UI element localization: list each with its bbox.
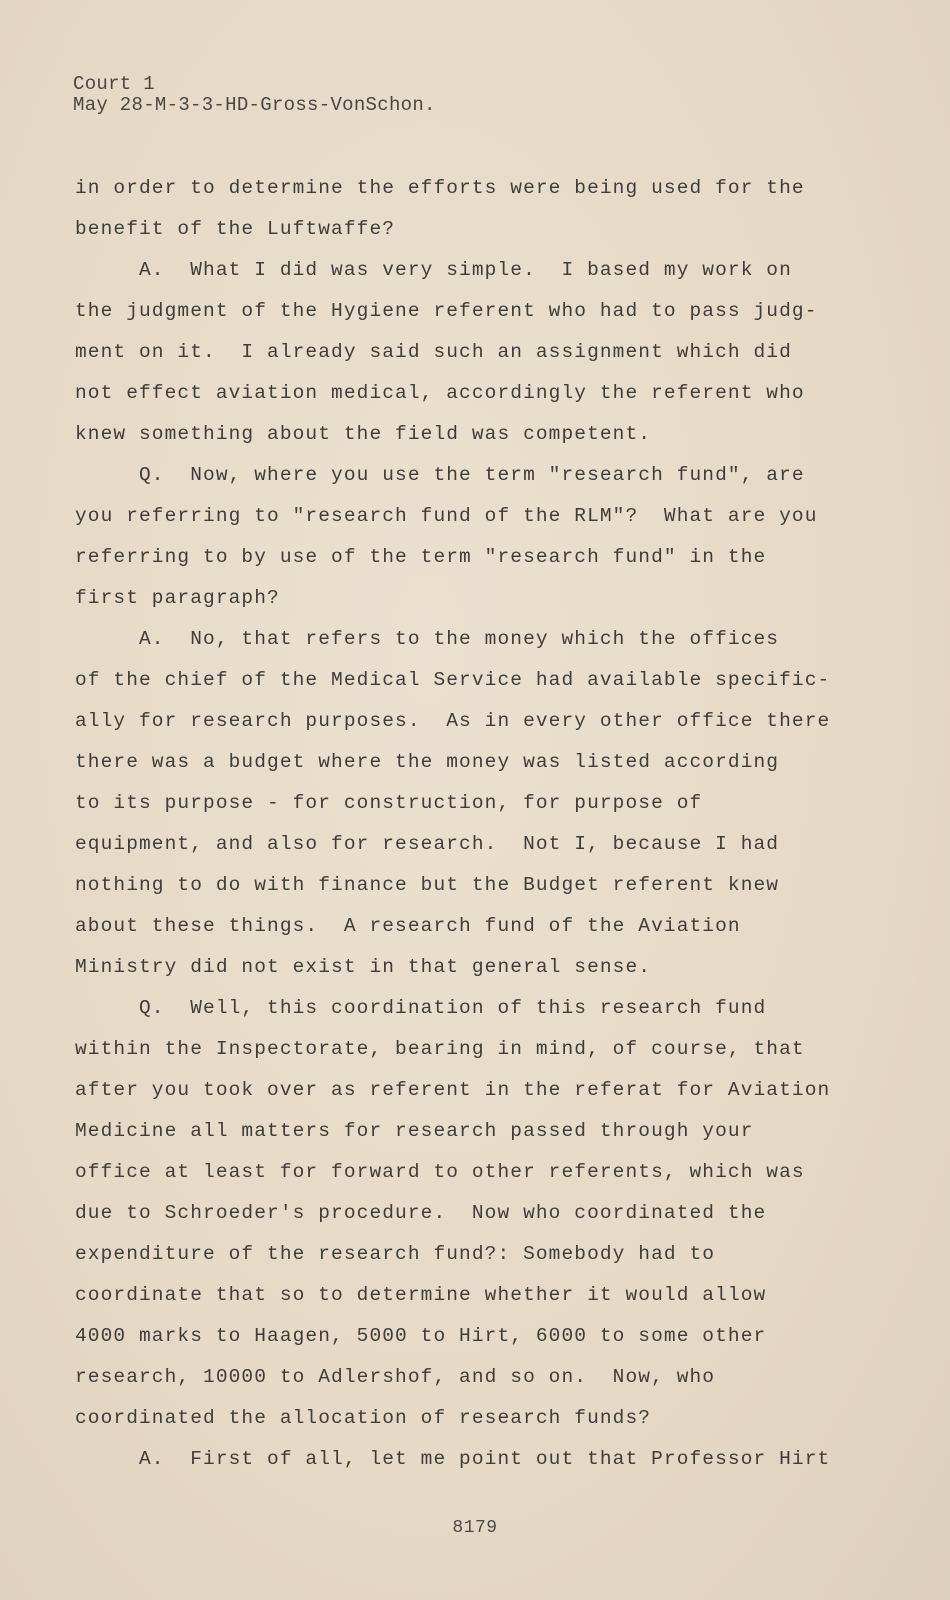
transcript-line: Q. Well, this coordination of this research fund — [75, 997, 767, 1019]
court-label: Court 1 — [73, 73, 155, 95]
transcript-line: knew something about the field was competent. — [75, 423, 652, 445]
transcript-line: expenditure of the research fund?: Somebody had to — [75, 1243, 716, 1265]
transcript-line: you referring to "research fund of the RLM"? What are you — [75, 505, 818, 527]
transcript-line: within the Inspectorate, bearing in mind, of course, that — [75, 1038, 805, 1060]
transcript-line: after you took over as referent in the referat for Aviation — [75, 1079, 831, 1101]
transcript-line: Medicine all matters for research passed through your — [75, 1120, 754, 1142]
transcript-line: the judgment of the Hygiene referent who had to pass judg- — [75, 300, 818, 322]
transcript-line: not effect aviation medical, accordingly the referent who — [75, 382, 805, 404]
transcript-line: office at least for forward to other referents, which was — [75, 1161, 805, 1183]
transcript-line: coordinated the allocation of research funds? — [75, 1407, 652, 1429]
transcript-line: A. No, that refers to the money which the offices — [75, 628, 780, 650]
transcript-line: nothing to do with finance but the Budget referent knew — [75, 874, 780, 896]
transcript-line: first paragraph? — [75, 587, 280, 609]
transcript-line: Ministry did not exist in that general sense. — [75, 956, 652, 978]
transcript-line: A. What I did was very simple. I based my work on — [75, 259, 792, 281]
transcript-body — [75, 168, 895, 1480]
transcript-line: of the chief of the Medical Service had available specific- — [75, 669, 831, 691]
transcript-line: research, 10000 to Adlershof, and so on. Now, who — [75, 1366, 716, 1388]
session-identifier: May 28-M-3-3-HD-Gross-VonSchon. — [73, 94, 436, 116]
transcript-line: coordinate that so to determine whether it would allow — [75, 1284, 767, 1306]
transcript-line: A. First of all, let me point out that Professor Hirt — [75, 1448, 831, 1470]
transcript-line: referring to by use of the term "research fund" in the — [75, 546, 767, 568]
transcript-line: benefit of the Luftwaffe? — [75, 218, 396, 240]
transcript-line: due to Schroeder's procedure. Now who coordinated the — [75, 1202, 767, 1224]
page-number: 8179 — [452, 1518, 498, 1538]
transcript-line: there was a budget where the money was listed according — [75, 751, 780, 773]
transcript-line: ally for research purposes. As in every other office there — [75, 710, 831, 732]
transcript-line: in order to determine the efforts were being used for the — [75, 177, 805, 199]
transcript-line: Q. Now, where you use the term "research fund", are — [75, 464, 805, 486]
transcript-line: ment on it. I already said such an assignment which did — [75, 341, 792, 363]
transcript-line: about these things. A research fund of the Aviation — [75, 915, 741, 937]
transcript-line: to its purpose - for construction, for purpose of — [75, 792, 703, 814]
document-header — [73, 74, 436, 116]
transcript-line: equipment, and also for research. Not I, because I had — [75, 833, 780, 855]
transcript-line: 4000 marks to Haagen, 5000 to Hirt, 6000 to some other — [75, 1325, 767, 1347]
